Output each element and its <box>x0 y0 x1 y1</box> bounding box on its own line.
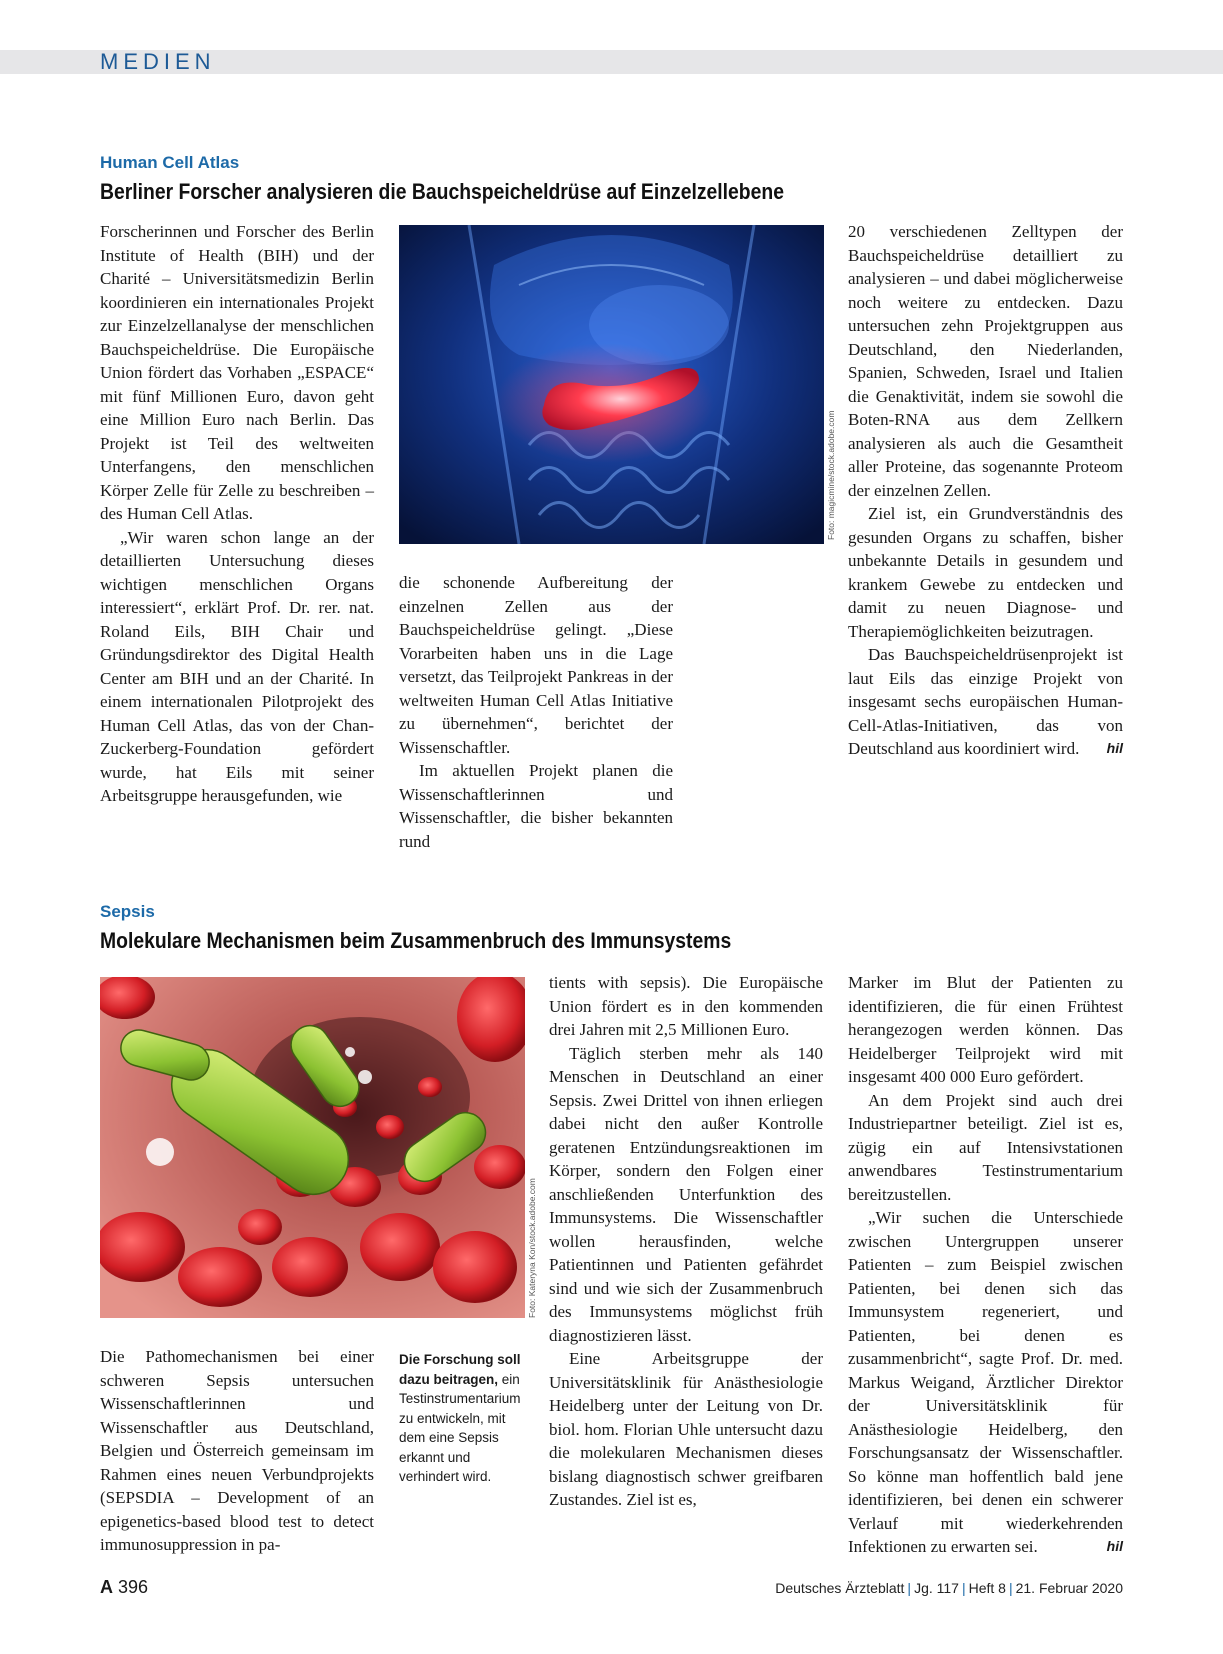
article2-headline: Molekulare Mechanismen beim Zusammenbruch des Immunsystems <box>100 928 732 953</box>
article1-col2 <box>399 571 673 853</box>
article2-kicker: Sepsis <box>100 902 155 921</box>
paragraph: Marker im Blut der Patienten zu identifizieren, die für einen Frühtest herangezogen werden können. Das Heidelberger Teilprojekt wird mit insgesamt 400 000 Euro gefördert. <box>848 973 1123 1086</box>
author-signature: hil <box>1106 1538 1123 1554</box>
photo-credit: Foto: magicmine/stock.adobe.com <box>826 410 836 540</box>
paragraph: 20 verschiedenen Zelltypen der Bauchspeicheldrüse detailliert zu analysieren – und dabei möglicherweise noch weitere zu entdecken. Dazu untersuchen zehn Projektgruppen aus Deutschland, den Niederlanden, Spanien, Schweden, Israel und Italien die Genaktivität, indem sie sowohl die Boten-RNA aus dem Zellkern analysieren als auch die Gesamtheit aller Proteine, das sogenannte Proteom der einzelnen Zellen. <box>848 222 1123 500</box>
caption-lead: Die Forschung soll dazu beitragen, <box>399 1352 521 1387</box>
page-letter: A <box>100 1577 113 1597</box>
paragraph: Ziel ist, ein Grundverständnis des gesunden Organs zu schaffen, bisher unbekannte Details in gesundem und krankem Gewebe zu entdecken und damit zu neuen Diagnose- und Therapiemöglichkeiten beizutragen. <box>848 504 1123 641</box>
article2-col2 <box>549 971 823 1512</box>
author-signature: hil <box>1106 740 1123 756</box>
article1-kicker: Human Cell Atlas <box>100 153 240 172</box>
pancreas-photo <box>399 225 824 544</box>
journal-info: Deutsches Ärzteblatt | Jg. 117 | Heft 8 | 21. Februar 2020 <box>775 1580 1123 1596</box>
paragraph <box>848 643 1123 761</box>
article1-col3 <box>848 220 1123 761</box>
paragraph: Forscherinnen und Forscher des Berlin Institute of Health (BIH) und der Charité – Universitätsmedizin Berlin koordinieren ein internationales Projekt zur Einzelzellanalyse der menschlichen Bauchspeicheldrüse. Die Europäische Union fördert das Vorhaben „ESPACE“ mit fünf Millionen Euro, davon geht eine Million Euro nach Berlin. Das Projekt ist Teil des weltweiten Unterfangens, den menschlichen Körper Zelle für Zelle zu beschreiben – des Human Cell Atlas. <box>100 222 374 523</box>
journal-issue: Heft 8 <box>968 1580 1006 1596</box>
article1-col1 <box>100 220 374 808</box>
photo-credit: Foto: Kateryna Kon/stock.adobe.com <box>527 1178 537 1318</box>
journal-volume: Jg. 117 <box>914 1580 959 1596</box>
article1-headline: Berliner Forscher analysieren die Bauchspeicheldrüse auf Einzelzellebene <box>100 179 784 204</box>
caption-text: ein Testinstrumentarium zu entwickeln, mit dem eine Sepsis erkannt und verhindert wird. <box>399 1371 521 1484</box>
page-number-value: 396 <box>118 1577 149 1597</box>
paragraph: die schonende Aufbereitung der einzelnen Zellen aus der Bauchspeicheldrüse gelingt. „Diese Vorarbeiten haben uns in die Lage versetzt, das Teilprojekt Pankreas in der weltweiten Human Cell Atlas Initiative zu übernehmen“, berichtet der Wissenschaftler. <box>399 573 673 757</box>
paragraph <box>848 1206 1123 1559</box>
sepsis-photo <box>100 977 525 1318</box>
paragraph: Die Pathomechanismen bei einer schweren Sepsis untersuchen Wissenschaftlerinnen und Wissenschaftler aus Deutschland, Belgien und Österreich gemeinsam im Rahmen eines neuen Verbundprojekts (SEPSDIA – Development of an epigenetics-based blood test to detect immunosuppression in pa- <box>100 1347 374 1554</box>
paragraph: Täglich sterben mehr als 140 Menschen in Deutschland an einer Sepsis. Zwei Drittel von ihnen erliegen dabei nicht den außer Kontrolle geratenen Entzündungsreaktionen im Körper, sondern den Folgen einer anschließenden Unterfunktion des Immunsystems. Die Wissenschaftler wollen herausfinden, welche Patientinnen und Patienten gefährdet sind und wie sich der Zusammenbruch des Immunsystems möglichst früh diagnostizieren lässt. <box>549 1043 823 1345</box>
section-label: MEDIEN <box>100 49 216 74</box>
pancreas-illustration <box>399 225 824 544</box>
paragraph-text: „Wir suchen die Unterschiede zwischen Untergruppen unserer Patienten – zum Beispiel zwischen Patienten, bei denen sich das Immunsystem regeneriert, und Patienten, bei denen es zusammenbricht“, sagte Prof. Dr. med. Markus Weigand, Ärztlicher Direktor der Universitätsklinik für Anästhesiologie Heidelberg, den Forschungsansatz der Wissenschaftler. So könne man hoffentlich bald jene identifizieren, bei denen ein schwerer Verlauf mit wiederkehrenden Infektionen zu erwarten sei. <box>848 1208 1123 1556</box>
article2-col3 <box>848 971 1123 1559</box>
page-number <box>100 1577 148 1598</box>
article2-col1 <box>100 1345 374 1557</box>
journal-name: Deutsches Ärzteblatt <box>775 1580 905 1596</box>
paragraph-text: Das Bauchspeicheldrüsenprojekt ist laut Eils das einzige Projekt von insgesamt sechs europäischen Human-Cell-Atlas-Initiativen, das von Deutschland aus koordiniert wird. <box>848 645 1123 758</box>
journal-date: 21. Februar 2020 <box>1015 1580 1123 1596</box>
paragraph: Im aktuellen Projekt planen die Wissenschaftlerinnen und Wissenschaftler, die bisher bekannten rund <box>399 761 673 851</box>
paragraph: „Wir waren schon lange an der detaillierten Untersuchung dieses wichtigen menschlichen Organs interessiert“, erklärt Prof. Dr. rer. nat. Roland Eils, BIH Chair und Gründungsdirektor des Digital Health Center am BIH und an der Charité. In einem internationalen Pilotprojekt des Human Cell Atlas, das von der Chan-Zuckerberg-Foundation gefördert wurde, hat Eils mit seiner Arbeitsgruppe herausgefunden, wie <box>100 527 374 805</box>
paragraph: Eine Arbeitsgruppe der Universitätsklinik für Anästhesiologie Heidelberg unter der Leitung von Dr. biol. hom. Florian Uhle untersucht dazu die molekularen Mechanismen dieses bislang diagnostisch schwer greifbaren Zustandes. Ziel ist es, <box>549 1349 823 1509</box>
paragraph: tients with sepsis). Die Europäische Union fördert es in den kommenden drei Jahren mit 2,5 Millionen Euro. <box>549 973 823 1039</box>
bacteria-illustration <box>100 977 525 1318</box>
photo-caption <box>399 1350 527 1487</box>
paragraph: An dem Projekt sind auch drei Industriepartner beteiligt. Ziel ist es, zügig ein auf Intensivstationen anwendbares Testinstrumentarium bereitzustellen. <box>848 1090 1123 1204</box>
